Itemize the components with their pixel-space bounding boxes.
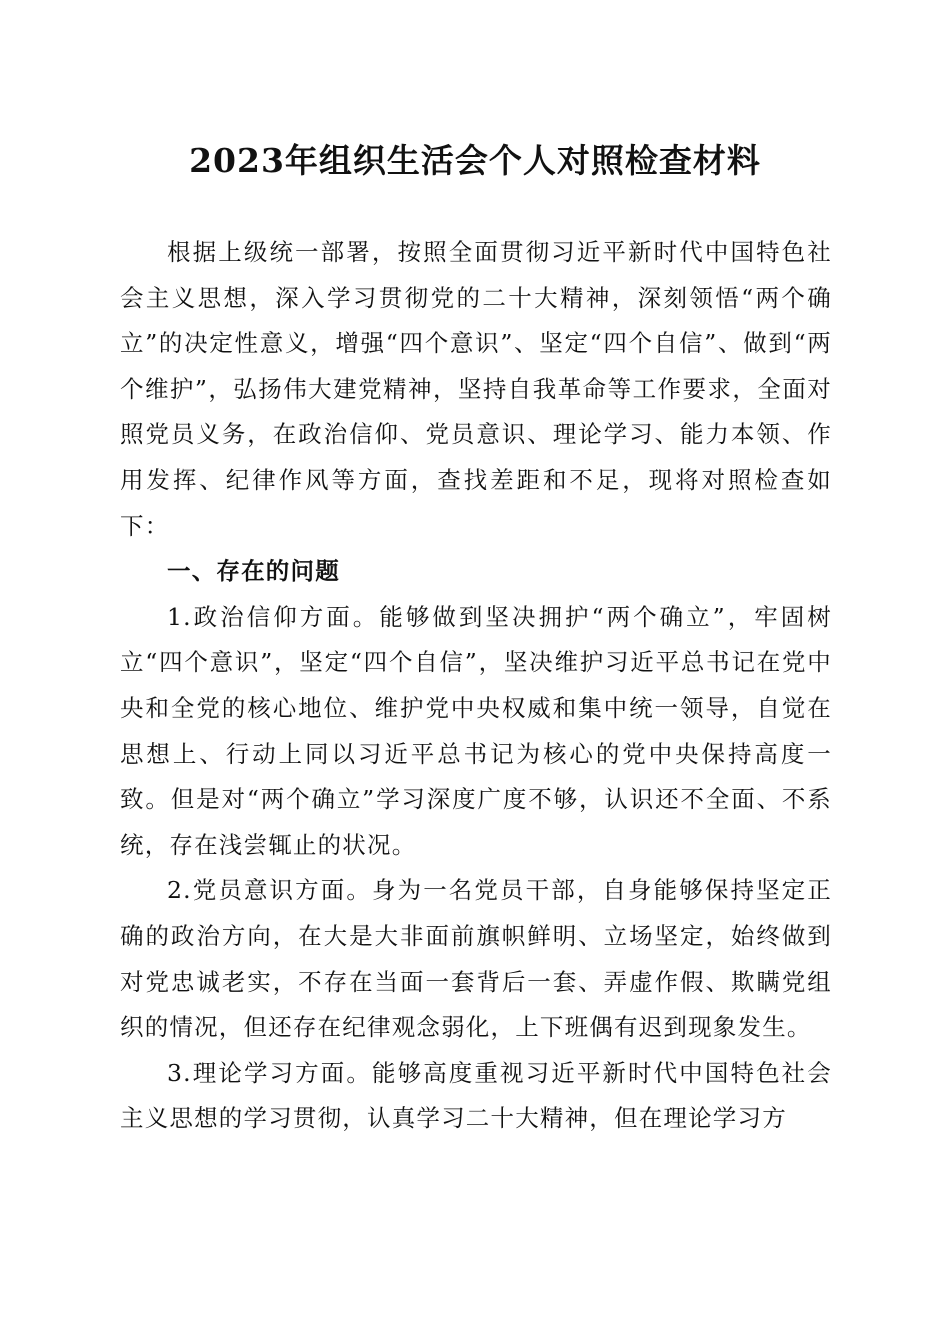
document-body	[120, 230, 832, 1142]
document-title: 2023年组织生活会个人对照检查材料	[189, 141, 761, 180]
item-paragraph: 1.政治信仰方面。能够做到坚决拥护“两个确立”，牢固树立“四个意识”，坚定“四个自信”，坚决维护习近平总书记在党中央和全党的核心地位、维护党中央权威和集中统一领导，自觉在思想上、行动上同以习近平总书记为核心的党中央保持高度一致。但是对“两个确立”学习深度广度不够，认识还不全面、不系统，存在浅尝辄止的状况。	[120, 602, 832, 859]
intro-paragraph: 根据上级统一部署，按照全面贯彻习近平新时代中国特色社会主义思想，深入学习贯彻党的二十大精神，深刻领悟“两个确立”的决定性意义，增强“四个意识”、坚定“四个自信”、做到“两个维护”，弘扬伟大建党精神，坚持自我革命等工作要求，全面对照党员义务，在政治信仰、党员意识、理论学习、能力本领、作用发挥、纪律作风等方面，查找差距和不足，现将对照检查如下：	[120, 238, 832, 540]
section-heading: 一、存在的问题	[167, 557, 340, 586]
item-paragraph: 3.理论学习方面。能够高度重视习近平新时代中国特色社会主义思想的学习贯彻，认真学习二十大精神，但在理论学习方	[120, 1058, 832, 1133]
item-paragraph: 2.党员意识方面。身为一名党员干部，自身能够保持坚定正确的政治方向，在大是大非面前旗帜鲜明、立场坚定，始终做到对党忠诚老实，不存在当面一套背后一套、弄虚作假、欺瞒党组织的情况，但还存在纪律观念弱化，上下班偶有迟到现象发生。	[120, 876, 832, 1042]
